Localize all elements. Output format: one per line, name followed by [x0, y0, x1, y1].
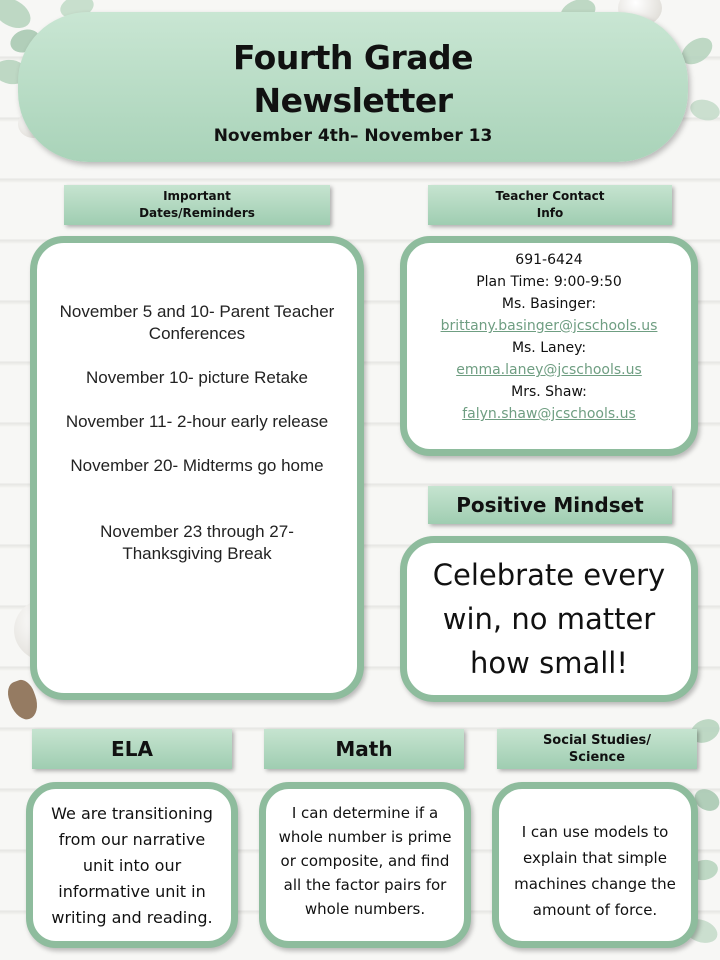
social-science-label-line2: Science	[568, 750, 626, 765]
date-item: November 23 through 27- Thanksgiving Break	[100, 522, 294, 563]
mindset-quote-line: Celebrate every	[432, 558, 666, 592]
teacher-contact-label	[428, 185, 672, 225]
teacher-contact-label-line1: Teacher Contact	[495, 189, 605, 203]
mindset-quote-line: how small!	[470, 646, 628, 680]
social-science-label	[497, 729, 697, 769]
social-science-box: I can use models to explain that simple machines change the amount of force.	[492, 782, 698, 948]
date-item: November 20- Midterms go home	[70, 456, 324, 475]
important-dates-label-line1: Important	[163, 189, 231, 203]
teacher-name: Ms. Basinger:	[501, 296, 597, 312]
teacher-email-link[interactable]: falyn.shaw@jcschools.us	[462, 406, 636, 422]
math-box: I can determine if a whole number is prime or composite, and find all the factor pairs for whole numbers.	[259, 782, 471, 948]
date-item: November 5 and 10- Parent Teacher Conferences	[59, 302, 335, 343]
newsletter-title: Fourth Grade	[232, 38, 474, 77]
teacher-name: Ms. Laney:	[511, 340, 587, 356]
positive-mindset-label: Positive Mindset	[428, 486, 672, 524]
important-dates-label-line2: Dates/Reminders	[139, 206, 255, 220]
teacher-contact-label-line2: Info	[536, 206, 564, 220]
positive-mindset-box	[400, 536, 698, 702]
teacher-email-link[interactable]: emma.laney@jcschools.us	[456, 362, 642, 378]
teacher-email-link[interactable]: brittany.basinger@jcschools.us	[440, 318, 658, 334]
date-item: November 11- 2-hour early release	[65, 412, 329, 431]
teacher-name: Mrs. Shaw:	[511, 384, 587, 400]
important-dates-box	[30, 236, 364, 700]
ela-box: We are transitioning from our narrative unit into our informative unit in writing and reading.	[26, 782, 238, 948]
title-banner	[18, 12, 688, 162]
math-label: Math	[264, 729, 464, 769]
important-dates-label	[64, 185, 330, 225]
newsletter-dates: November 4th– November 13	[213, 126, 493, 146]
social-science-label-line1: Social Studies/	[542, 733, 652, 748]
phone-number: 691-6424	[515, 252, 583, 268]
newsletter-title-line2: Newsletter	[253, 81, 453, 120]
plan-time: Plan Time: 9:00-9:50	[476, 274, 622, 290]
teacher-contact-box	[400, 236, 698, 456]
mindset-quote-line: win, no matter	[442, 602, 656, 636]
ela-label: ELA	[32, 729, 232, 769]
date-item: November 10- picture Retake	[85, 368, 309, 387]
